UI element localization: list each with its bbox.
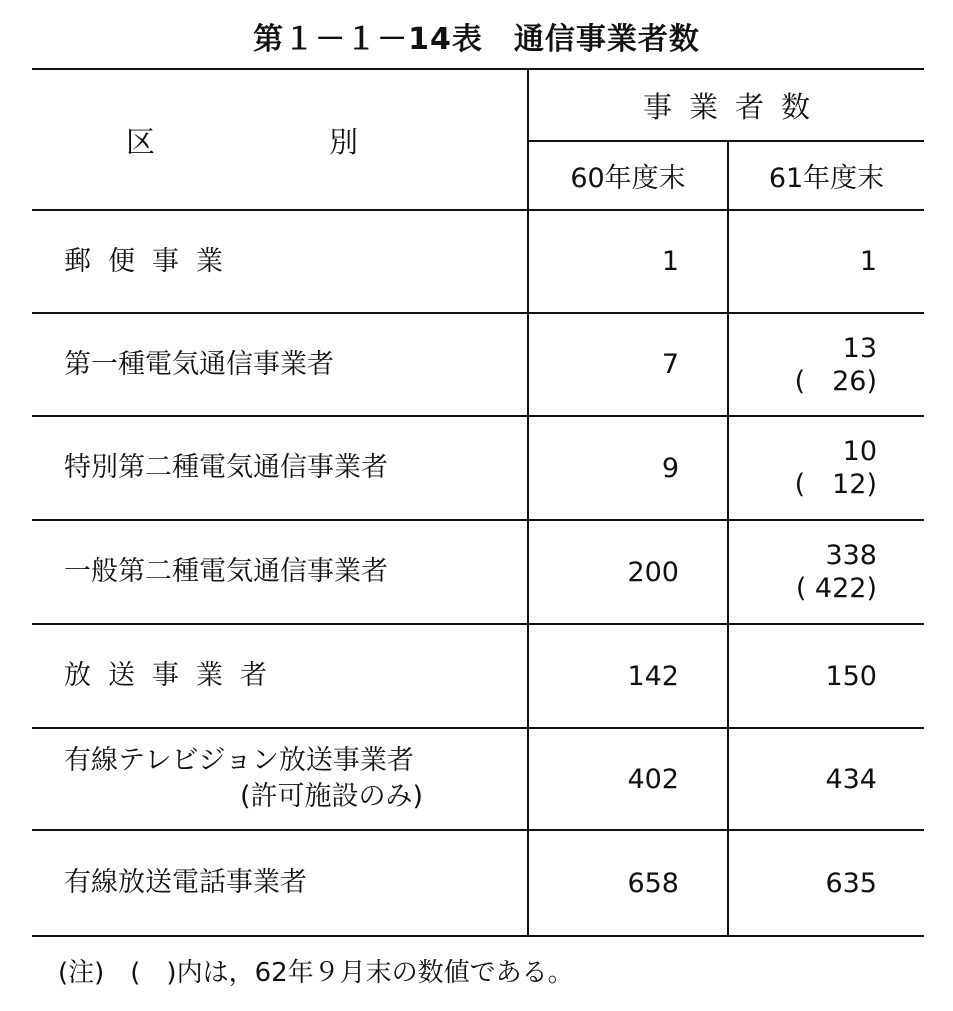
- value-61-cell: [729, 417, 877, 519]
- row-label: 放送事業者: [64, 660, 284, 691]
- row-label-cell: [64, 729, 524, 829]
- row-label: 有線テレビジョン放送事業者: [64, 745, 414, 776]
- table-footnote: (注) ( )内は，62年９月末の数値である。: [58, 958, 574, 988]
- value-61-september: ( 422): [795, 573, 877, 604]
- value-61: 10: [842, 436, 877, 467]
- header-col-61: 61年度末: [768, 163, 885, 194]
- value-61: 635: [825, 867, 877, 899]
- value-61: 13: [842, 332, 877, 364]
- value-60: 9: [661, 452, 679, 484]
- table-bottom-rule: [32, 935, 924, 937]
- value-61-september: ( 26): [794, 365, 877, 397]
- row-label: 第一種電気通信事業者: [64, 348, 334, 380]
- header-category: 区 別: [126, 124, 359, 159]
- table-top-rule: [32, 68, 924, 70]
- table-title: 第１－１－14表 通信事業者数: [253, 22, 700, 57]
- row-label: 特別第二種電気通信事業者: [64, 452, 388, 483]
- value-60: 142: [627, 660, 679, 692]
- value-61: 1: [859, 246, 877, 277]
- value-61-september: ( 12): [794, 469, 877, 500]
- header-group: 事業者数: [642, 89, 827, 124]
- value-60: 402: [627, 763, 679, 795]
- value-60: 200: [627, 556, 679, 588]
- value-61: 150: [825, 660, 877, 692]
- value-60: 1: [661, 246, 679, 277]
- value-61-cell: [729, 314, 877, 415]
- value-61-cell: [729, 521, 877, 623]
- row-label: 有線放送電話事業者: [64, 867, 307, 898]
- value-60: 7: [661, 349, 679, 380]
- value-61: 338: [825, 540, 877, 571]
- row-label-qualifier: (許可施設のみ): [240, 781, 424, 812]
- value-60: 658: [627, 867, 679, 899]
- row-label: 一般第二種電気通信事業者: [64, 556, 388, 587]
- value-61: 434: [825, 763, 877, 795]
- row-label: 郵便事業: [64, 245, 240, 277]
- header-col-60: 60年度末: [570, 163, 686, 194]
